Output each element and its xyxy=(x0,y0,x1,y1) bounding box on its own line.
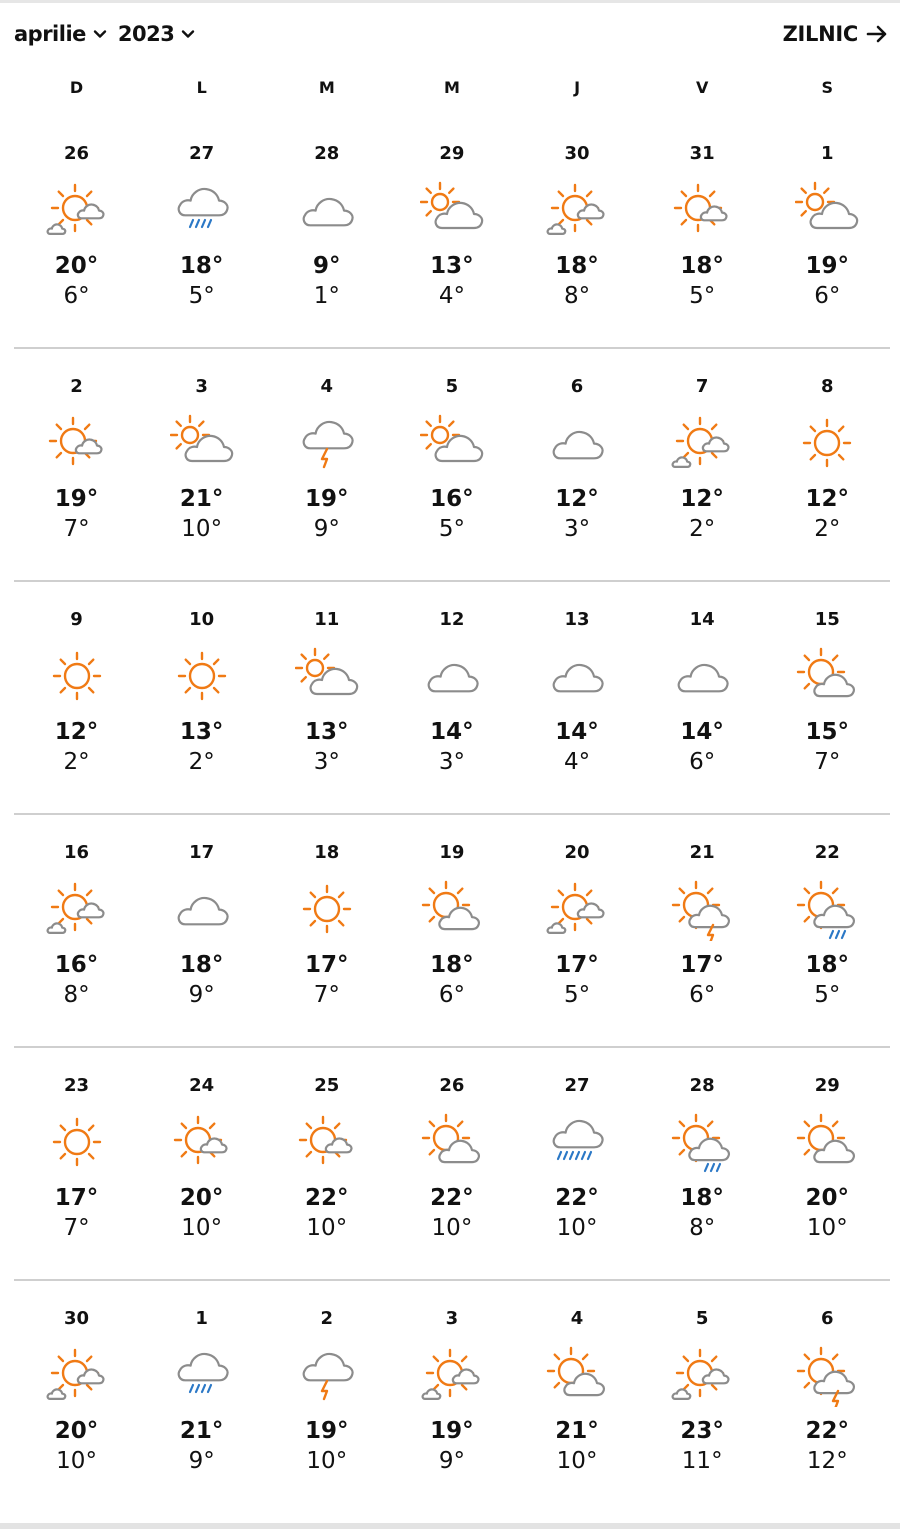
min-temperature: 7° xyxy=(814,749,841,775)
sun-small-cloud-icon xyxy=(295,1110,359,1174)
max-temperature: 9° xyxy=(313,253,341,279)
day-cell[interactable] xyxy=(264,608,389,813)
day-number: 2 xyxy=(70,376,83,397)
max-temperature: 13° xyxy=(179,719,224,745)
cloud-icon xyxy=(545,411,609,475)
min-temperature: 8° xyxy=(563,283,591,309)
day-number: 21 xyxy=(689,842,715,863)
cloud-icon xyxy=(295,178,359,242)
min-temperature: 11° xyxy=(681,1448,723,1474)
partly-cloudy-icon xyxy=(420,178,484,242)
min-temperature: 9° xyxy=(188,1448,215,1474)
week-row xyxy=(14,582,890,815)
sun-small-cloud-icon xyxy=(45,411,109,475)
day-number: 27 xyxy=(189,143,215,164)
min-temperature: 10° xyxy=(56,1448,97,1474)
max-temperature: 22° xyxy=(555,1185,599,1211)
max-temperature: 21° xyxy=(555,1418,599,1444)
day-number: 15 xyxy=(814,609,840,630)
cloud-icon xyxy=(170,877,234,941)
day-number: 6 xyxy=(570,376,584,397)
day-cell[interactable] xyxy=(515,1074,640,1279)
min-temperature: 7° xyxy=(63,1215,90,1241)
day-number: 29 xyxy=(439,143,465,164)
day-cell[interactable] xyxy=(14,608,139,813)
max-temperature: 22° xyxy=(805,1418,850,1444)
max-temperature: 22° xyxy=(430,1185,474,1211)
day-cell[interactable] xyxy=(139,375,264,580)
min-temperature: 9° xyxy=(438,1448,465,1474)
max-temperature: 21° xyxy=(179,486,224,512)
year-label: 2023 xyxy=(117,22,175,46)
day-cell[interactable] xyxy=(389,1074,514,1279)
sun-rain-icon xyxy=(795,877,859,941)
weekday-header-row xyxy=(14,78,890,102)
sun-icon xyxy=(45,1110,109,1174)
weekday-label: L xyxy=(196,78,207,97)
max-temperature: 14° xyxy=(430,719,474,745)
day-number: 12 xyxy=(439,609,465,630)
max-temperature: 17° xyxy=(305,952,349,978)
day-cell[interactable] xyxy=(515,608,640,813)
min-temperature: 3° xyxy=(563,516,591,542)
day-cell[interactable] xyxy=(765,608,890,813)
max-temperature: 12° xyxy=(54,719,99,745)
day-cell[interactable] xyxy=(264,1307,389,1514)
day-cell[interactable] xyxy=(14,1074,139,1279)
max-temperature: 21° xyxy=(179,1418,224,1444)
day-number: 28 xyxy=(314,143,340,164)
day-cell[interactable] xyxy=(640,142,765,347)
max-temperature: 18° xyxy=(680,253,724,279)
min-temperature: 5° xyxy=(563,982,591,1008)
partly-cloudy-icon xyxy=(295,644,359,708)
weekday-label: V xyxy=(695,78,709,97)
day-number: 3 xyxy=(195,376,208,397)
day-cell[interactable] xyxy=(264,375,389,580)
cloud-icon xyxy=(545,644,609,708)
min-temperature: 10° xyxy=(431,1215,473,1241)
partly-cloudy-icon xyxy=(795,178,859,242)
sun-behind-cloud-icon xyxy=(545,1343,609,1407)
max-temperature: 16° xyxy=(430,486,474,512)
day-cell[interactable] xyxy=(765,1074,890,1279)
sun-behind-cloud-icon xyxy=(795,644,859,708)
day-number: 5 xyxy=(445,376,459,397)
day-number: 22 xyxy=(814,842,840,863)
rain-cloud-icon xyxy=(170,1343,234,1407)
day-number: 23 xyxy=(64,1075,90,1096)
min-temperature: 8° xyxy=(689,1215,716,1241)
day-number: 4 xyxy=(320,376,334,397)
sun-behind-cloud-icon xyxy=(420,1110,484,1174)
day-number: 26 xyxy=(439,1075,465,1096)
max-temperature: 19° xyxy=(305,1418,349,1444)
max-temperature: 17° xyxy=(680,952,724,978)
min-temperature: 5° xyxy=(689,283,716,309)
day-cell[interactable] xyxy=(640,608,765,813)
week-row xyxy=(14,349,890,582)
heavy-rain-cloud-icon xyxy=(545,1110,609,1174)
day-number: 8 xyxy=(821,376,834,397)
day-number: 24 xyxy=(189,1075,215,1096)
min-temperature: 10° xyxy=(181,516,223,542)
day-number: 29 xyxy=(814,1075,840,1096)
day-cell[interactable] xyxy=(14,375,139,580)
day-cell[interactable] xyxy=(389,841,514,1046)
day-cell[interactable] xyxy=(389,1307,514,1514)
day-number: 7 xyxy=(695,376,709,397)
day-cell[interactable] xyxy=(389,142,514,347)
max-temperature: 14° xyxy=(680,719,724,745)
min-temperature: 6° xyxy=(689,982,716,1008)
day-cell[interactable] xyxy=(14,1307,139,1514)
day-number: 11 xyxy=(314,609,340,630)
month-selector[interactable] xyxy=(14,22,108,46)
weekday-label: D xyxy=(69,78,84,97)
sun-cloud-small-icon xyxy=(545,178,609,242)
day-cell[interactable] xyxy=(139,1307,264,1514)
max-temperature: 12° xyxy=(555,486,599,512)
weekday-label: M xyxy=(318,78,335,97)
min-temperature: 10° xyxy=(181,1215,223,1241)
min-temperature: 4° xyxy=(563,749,591,775)
day-number: 30 xyxy=(564,143,590,164)
min-temperature: 8° xyxy=(63,982,90,1008)
sun-cloud-small-icon xyxy=(45,178,109,242)
day-cell[interactable] xyxy=(765,375,890,580)
day-number: 6 xyxy=(821,1308,834,1329)
max-temperature: 14° xyxy=(555,719,599,745)
day-number: 2 xyxy=(320,1308,334,1329)
max-temperature: 19° xyxy=(805,253,850,279)
sun-small-cloud-icon xyxy=(670,178,734,242)
day-number: 16 xyxy=(64,842,90,863)
max-temperature: 22° xyxy=(305,1185,349,1211)
min-temperature: 5° xyxy=(814,982,841,1008)
thunder-cloud-icon xyxy=(295,1343,359,1407)
partly-cloudy-icon xyxy=(420,411,484,475)
day-number: 18 xyxy=(314,842,340,863)
min-temperature: 6° xyxy=(814,283,841,309)
max-temperature: 23° xyxy=(680,1418,724,1444)
max-temperature: 18° xyxy=(805,952,850,978)
arrow-right-icon xyxy=(866,25,888,43)
week-row xyxy=(14,1048,890,1281)
sun-icon xyxy=(795,411,859,475)
min-temperature: 10° xyxy=(306,1215,348,1241)
min-temperature: 7° xyxy=(63,516,90,542)
month-year-selectors xyxy=(14,22,196,46)
max-temperature: 17° xyxy=(555,952,599,978)
min-temperature: 10° xyxy=(806,1215,848,1241)
sun-behind-cloud-icon xyxy=(420,877,484,941)
day-cell[interactable] xyxy=(765,142,890,347)
day-number: 4 xyxy=(570,1308,584,1329)
calendar-header xyxy=(14,16,888,52)
max-temperature: 20° xyxy=(179,1185,224,1211)
max-temperature: 19° xyxy=(305,486,349,512)
sun-cloud-small-icon xyxy=(420,1343,484,1407)
day-cell[interactable] xyxy=(264,142,389,347)
day-number: 13 xyxy=(564,609,590,630)
max-temperature: 13° xyxy=(305,719,349,745)
sun-cloud-small-icon xyxy=(670,411,734,475)
sun-icon xyxy=(45,644,109,708)
calendar-grid xyxy=(14,116,890,1514)
day-cell[interactable] xyxy=(14,142,139,347)
max-temperature: 18° xyxy=(680,1185,724,1211)
sun-cloud-small-icon xyxy=(45,877,109,941)
min-temperature: 5° xyxy=(188,283,215,309)
min-temperature: 2° xyxy=(188,749,215,775)
rain-cloud-icon xyxy=(170,178,234,242)
day-number: 3 xyxy=(445,1308,459,1329)
sun-thunder-icon xyxy=(670,877,734,941)
max-temperature: 12° xyxy=(805,486,850,512)
day-cell[interactable] xyxy=(139,1074,264,1279)
week-row xyxy=(14,116,890,349)
day-number: 31 xyxy=(689,143,715,164)
day-cell[interactable] xyxy=(139,142,264,347)
max-temperature: 20° xyxy=(54,1418,99,1444)
min-temperature: 3° xyxy=(313,749,340,775)
max-temperature: 12° xyxy=(680,486,724,512)
bottom-divider xyxy=(0,1523,900,1529)
min-temperature: 6° xyxy=(438,982,465,1008)
daily-view-link[interactable] xyxy=(783,22,888,46)
day-number: 14 xyxy=(689,609,715,630)
day-cell[interactable] xyxy=(640,1074,765,1279)
day-cell[interactable] xyxy=(389,608,514,813)
min-temperature: 6° xyxy=(689,749,716,775)
day-number: 26 xyxy=(64,143,90,164)
day-cell[interactable] xyxy=(640,841,765,1046)
sun-cloud-small-icon xyxy=(545,877,609,941)
day-number: 17 xyxy=(189,842,215,863)
thunder-cloud-icon xyxy=(295,411,359,475)
sun-behind-cloud-icon xyxy=(795,1110,859,1174)
day-cell[interactable] xyxy=(765,841,890,1046)
max-temperature: 17° xyxy=(54,1185,99,1211)
partly-cloudy-icon xyxy=(170,411,234,475)
sun-icon xyxy=(295,877,359,941)
day-cell[interactable] xyxy=(139,841,264,1046)
day-cell[interactable] xyxy=(139,608,264,813)
day-cell[interactable] xyxy=(640,375,765,580)
max-temperature: 19° xyxy=(430,1418,474,1444)
weekday-label: S xyxy=(821,78,834,97)
day-number: 28 xyxy=(689,1075,715,1096)
chevron-down-icon xyxy=(92,26,108,42)
daily-view-label: ZILNIC xyxy=(782,22,858,46)
day-cell[interactable] xyxy=(515,1307,640,1514)
day-cell[interactable] xyxy=(765,1307,890,1514)
cloud-icon xyxy=(670,644,734,708)
day-number: 1 xyxy=(195,1308,208,1329)
max-temperature: 18° xyxy=(430,952,474,978)
cloud-icon xyxy=(420,644,484,708)
max-temperature: 20° xyxy=(805,1185,850,1211)
sun-icon xyxy=(170,644,234,708)
chevron-down-icon xyxy=(180,26,196,42)
sun-thunder-icon xyxy=(795,1343,859,1407)
day-cell[interactable] xyxy=(640,1307,765,1514)
min-temperature: 10° xyxy=(556,1215,598,1241)
day-number: 5 xyxy=(695,1308,709,1329)
min-temperature: 2° xyxy=(814,516,841,542)
day-number: 19 xyxy=(439,842,465,863)
sun-cloud-small-icon xyxy=(670,1343,734,1407)
sun-rain-icon xyxy=(670,1110,734,1174)
min-temperature: 3° xyxy=(438,749,465,775)
day-cell[interactable] xyxy=(389,375,514,580)
weekday-label: M xyxy=(443,78,460,97)
sun-cloud-small-icon xyxy=(45,1343,109,1407)
day-number: 25 xyxy=(314,1075,340,1096)
min-temperature: 9° xyxy=(313,516,340,542)
sun-small-cloud-icon xyxy=(170,1110,234,1174)
max-temperature: 18° xyxy=(555,253,599,279)
min-temperature: 7° xyxy=(313,982,340,1008)
week-row xyxy=(14,1281,890,1514)
min-temperature: 9° xyxy=(188,982,215,1008)
min-temperature: 1° xyxy=(313,283,340,309)
day-cell[interactable] xyxy=(515,375,640,580)
max-temperature: 15° xyxy=(805,719,850,745)
min-temperature: 10° xyxy=(306,1448,348,1474)
min-temperature: 2° xyxy=(689,516,716,542)
day-number: 20 xyxy=(564,842,590,863)
min-temperature: 4° xyxy=(438,283,465,309)
day-cell[interactable] xyxy=(14,841,139,1046)
min-temperature: 6° xyxy=(63,283,90,309)
month-label: aprilie xyxy=(14,22,86,46)
weekday-label: J xyxy=(574,78,581,97)
min-temperature: 5° xyxy=(438,516,465,542)
day-number: 1 xyxy=(821,143,834,164)
day-number: 27 xyxy=(564,1075,590,1096)
max-temperature: 18° xyxy=(179,253,224,279)
day-number: 30 xyxy=(64,1308,90,1329)
max-temperature: 16° xyxy=(54,952,99,978)
min-temperature: 12° xyxy=(806,1448,848,1474)
max-temperature: 13° xyxy=(430,253,474,279)
day-cell[interactable] xyxy=(515,142,640,347)
min-temperature: 10° xyxy=(556,1448,598,1474)
max-temperature: 19° xyxy=(54,486,99,512)
max-temperature: 20° xyxy=(54,253,99,279)
max-temperature: 18° xyxy=(179,952,224,978)
week-row xyxy=(14,815,890,1048)
day-cell[interactable] xyxy=(264,1074,389,1279)
day-cell[interactable] xyxy=(515,841,640,1046)
day-cell[interactable] xyxy=(264,841,389,1046)
year-selector[interactable] xyxy=(118,22,196,46)
top-divider xyxy=(0,0,900,3)
day-number: 10 xyxy=(189,609,215,630)
min-temperature: 2° xyxy=(63,749,90,775)
day-number: 9 xyxy=(70,609,83,630)
